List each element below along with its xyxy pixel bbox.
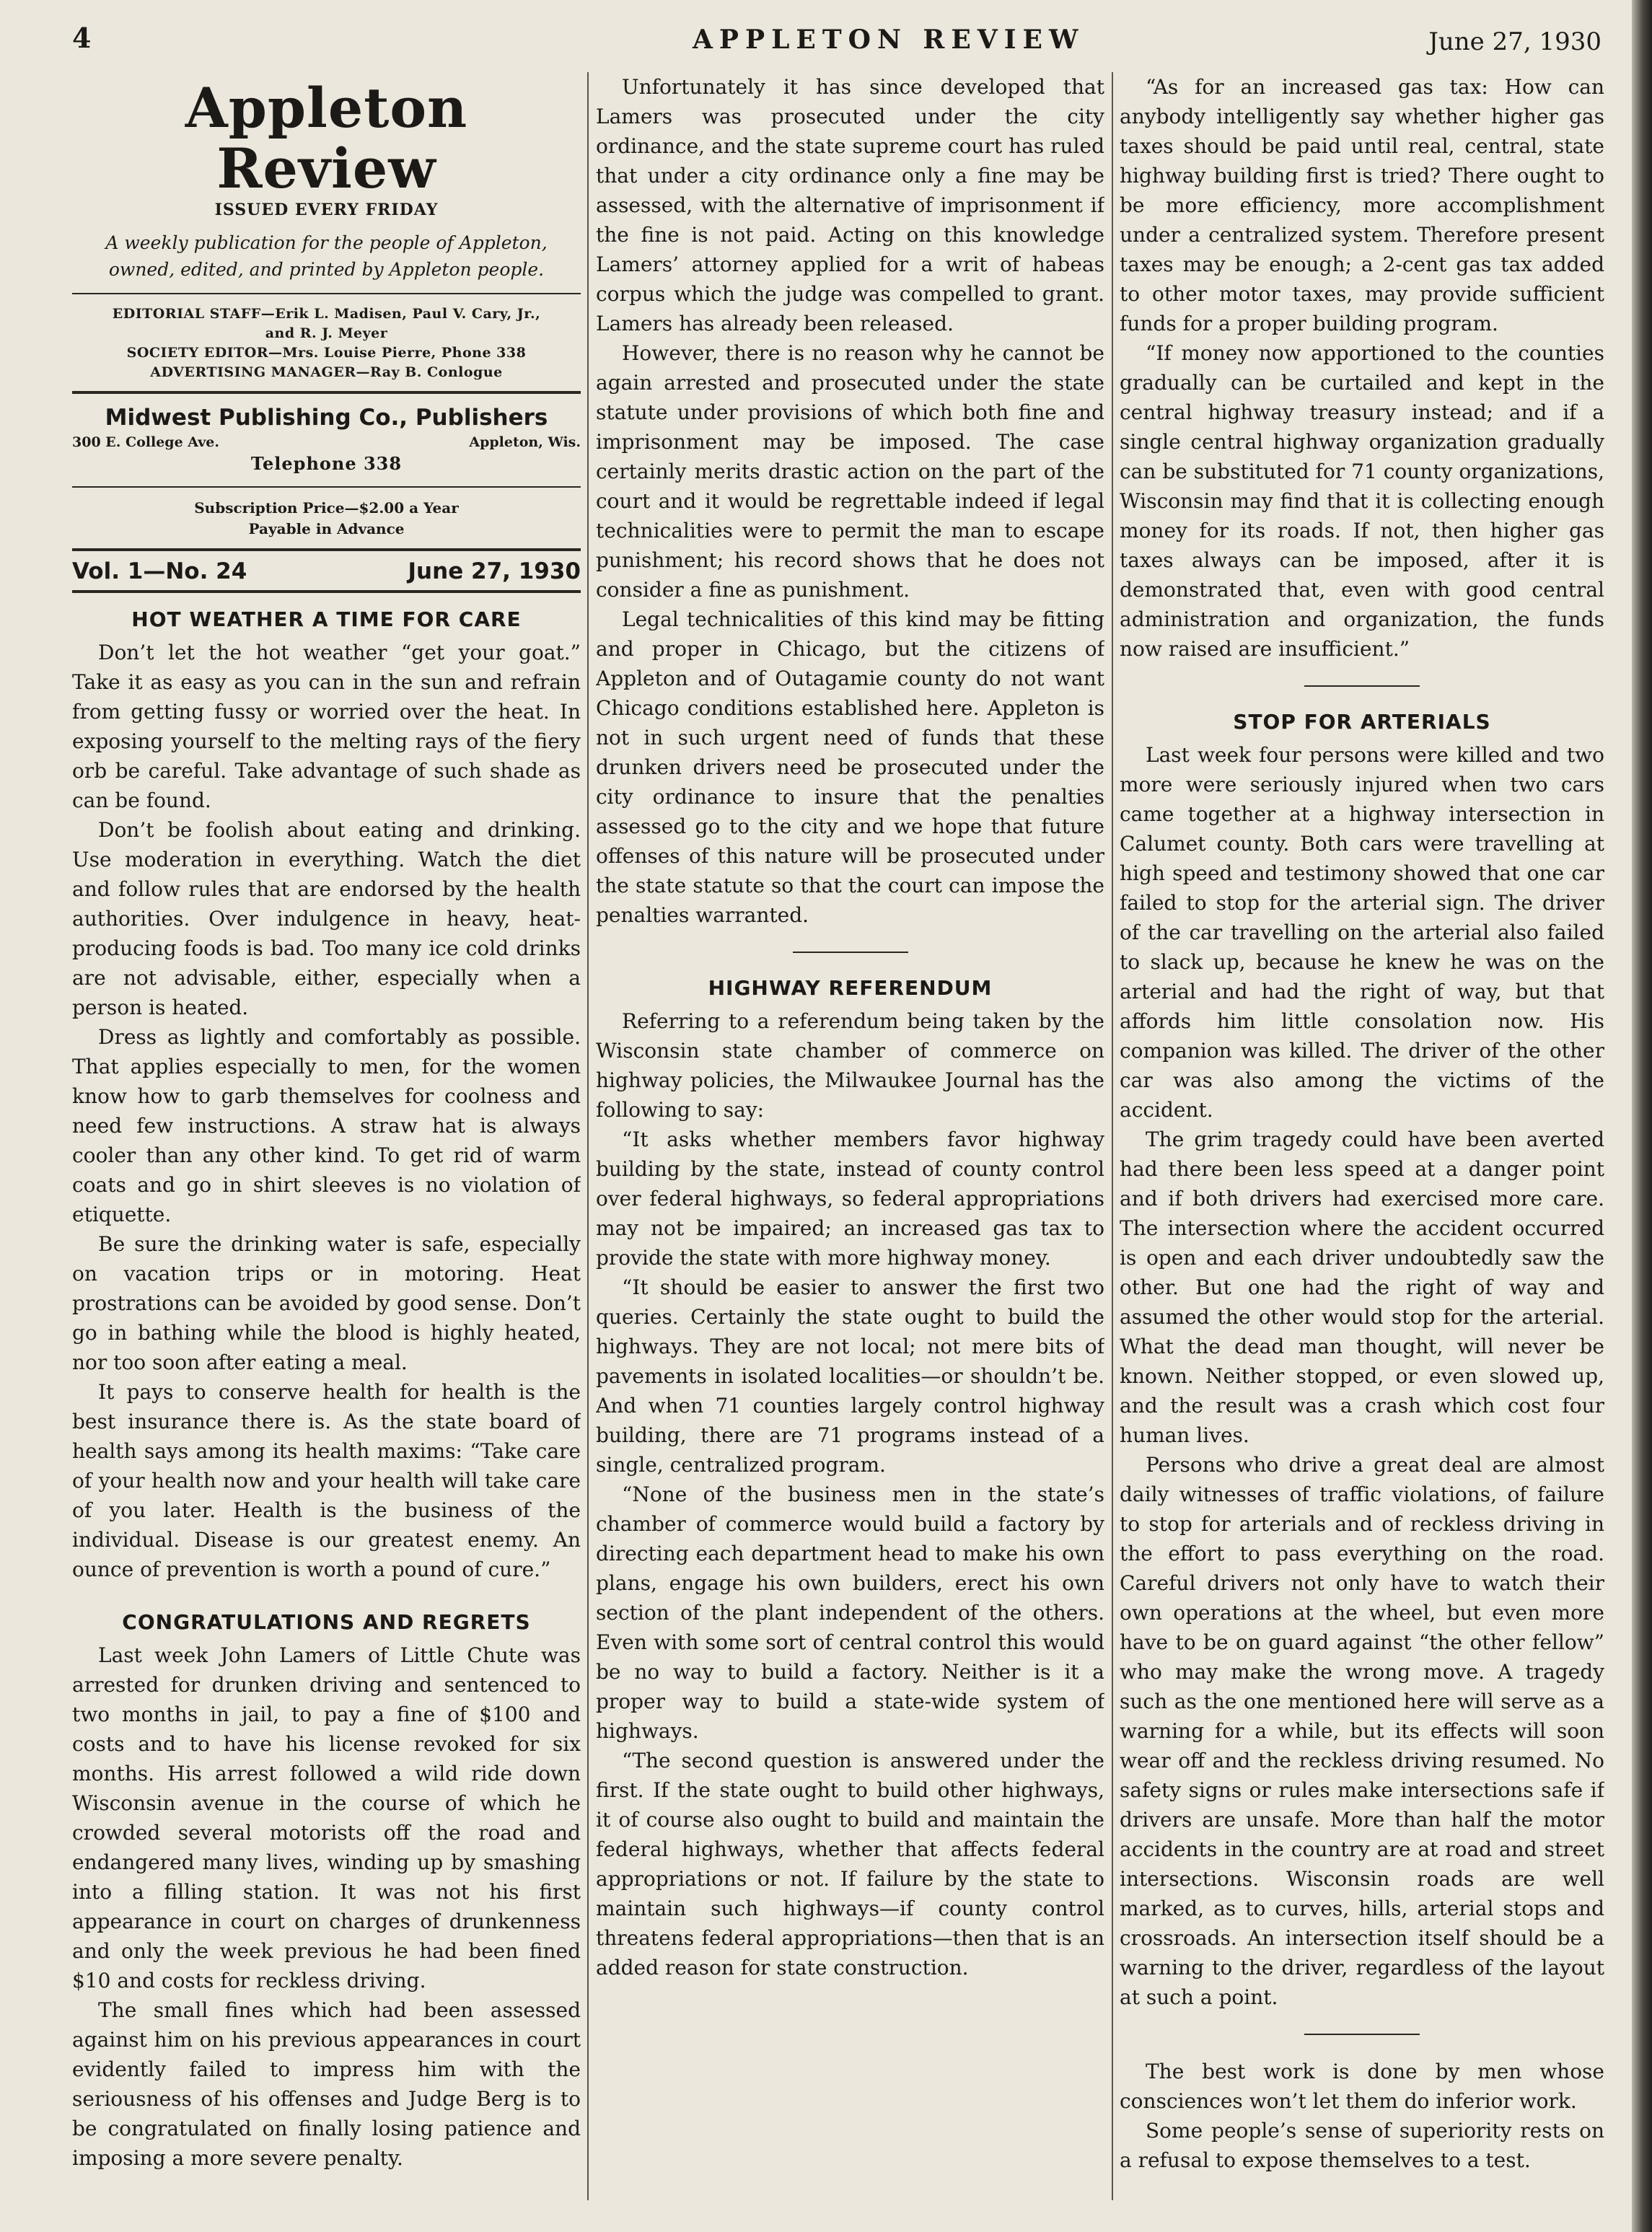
filler-items	[1120, 2057, 1604, 2175]
issued-every-friday: ISSUED EVERY FRIDAY	[214, 201, 439, 219]
paragraph: The grim tragedy could have been averted had there been less speed at a danger point and if both drivers had exercised more care. The intersection where the accident occurred is open and each driver undoubtedly saw the other. But one had the right of way and assumed the other would stop for the arterial. What the dead man thought, will never be known. Neither stopped, or even slowed up, and the result was a crash which cost four human lives.	[1120, 1128, 1604, 1447]
paragraph: Legal technicalities of this kind may be fitting and proper in Chicago, but the citizens of Appleton and of Outagamie county do not want Chicago conditions established here. Appleton is not in such urgent need of funds that these drunken drivers need be prosecuted under the city ordinance to insure that the penalties assessed go to the city and we hope that future offenses of this nature will be prosecuted under the state statute so that the court can impose the penalties warranted.	[596, 607, 1104, 927]
section-rule	[1304, 685, 1420, 687]
column-2	[596, 72, 1104, 2207]
column-rule-1	[587, 72, 589, 2200]
paragraph: The small fines which had been assessed against him on his previous appearances in court evidently failed to impress him with the seriousness of his offenses and Judge Berg is to be congratulated on finally losing patience and imposing a more severe penalty.	[72, 1998, 581, 2170]
article-heading: HOT WEATHER A TIME FOR CARE	[131, 607, 522, 631]
paragraph: Dress as lightly and comfortably as possible. That applies especially to men, for the women know how to garb themselves for coolness and need few instructions. A straw hat is always cooler than any other kind. To get rid of warm coats and go in shirt sleeves is no violation of etiquette.	[72, 1025, 581, 1226]
volume-number: Vol. 1—No. 24	[72, 558, 247, 584]
divider	[72, 486, 581, 488]
section-rule	[1304, 2034, 1420, 2035]
article-stop-for-arterials	[1120, 708, 1604, 2012]
page-edge-shadow	[1632, 0, 1652, 2232]
divider	[72, 391, 581, 394]
paragraph: The best work is done by men whose consciences won’t let them do inferior work.	[1120, 2060, 1604, 2113]
article-heading: CONGRATULATIONS AND REGRETS	[122, 1610, 531, 1634]
paragraph: “The second question is answered under the first. If the state ought to build other highways, it of course also ought to build and maintain the federal highways, whether that affects federal appropriations or not. If failure by the state to maintain such highways—if county control threatens federal appropriations—then that is an added reason for state construction.	[596, 1749, 1104, 1980]
section-rule	[793, 952, 908, 953]
paragraph: “None of the business men in the state’s chamber of commerce would build a factory by directing each department head to make his own plans, engage his own builders, erect his own section of the plant independent of the others. Even with some sort of central control this would be no way to build a factory. Neither is it a proper way to build a state-wide system of highways.	[596, 1482, 1104, 1743]
paragraph: Some people’s sense of superiority rests on a refusal to expose themselves to a test.	[1120, 2119, 1604, 2172]
divider	[72, 590, 581, 593]
paragraph: “It asks whether members favor highway building by the state, instead of county control over federal highways, so federal appropriations may not be impaired; an increased gas tax to provide the state with more highway money.	[596, 1128, 1104, 1270]
staff-line: ADVERTISING MANAGER—Ray B. Conlogue	[150, 364, 503, 380]
staff-line: EDITORIAL STAFF—Erik L. Madisen, Paul V. Cary, Jr.,	[112, 306, 541, 322]
article-heading: STOP FOR ARTERIALS	[1233, 710, 1491, 734]
article-heading: HIGHWAY REFERENDUM	[708, 976, 993, 1000]
running-head-date: June 27, 1930	[1428, 27, 1602, 56]
article-congratulations	[72, 1609, 581, 2173]
masthead	[72, 78, 581, 593]
paragraph: Don’t be foolish about eating and drinking. Use moderation in everything. Watch the diet and follow rules that are endorsed by the health authorities. Over indulgence in heavy, heat-producing foods is bad. Too many ice cold drinks are not advisable, either, especially when a person is heated.	[72, 818, 581, 1019]
street-address: 300 E. College Ave.	[72, 434, 220, 450]
divider	[72, 548, 581, 551]
paragraph: Last week John Lamers of Little Chute was arrested for drunken driving and sentenced to two months in jail, to pay a fine of $100 and costs and to have his license revoked for six months. His arrest followed a wild ride down Wisconsin avenue in the course of which he crowded several motorists off the road and endangered many lives, winding up by smashing into a filling station. It was not his first appearance in court on charges of drunkenness and only the week previous he had been fined $10 and costs for reckless driving.	[72, 1643, 581, 1992]
paragraph: Don’t let the hot weather “get your goat.” Take it as easy as you can in the sun and refrain from getting fussy or worried over the heat. In exposing yourself to the melting rays of the fiery orb be careful. Take advantage of such shade as can be found.	[72, 641, 581, 812]
column-3	[1120, 72, 1604, 2207]
article-highway-referendum	[596, 975, 1104, 1982]
paragraph: “It should be easier to answer the first two queries. Certainly the state ought to build the highways. They are not local; not mere bits of pavements in isolated localities—or shouldn’t be. And when 71 counties largely control highway building, there are 71 programs instead of a single, centralized program.	[596, 1275, 1104, 1477]
page-number: 4	[72, 22, 92, 54]
paragraph: Referring to a referendum being taken by the Wisconsin state chamber of commerce on highway policies, the Milwaukee Journal has the following to say:	[596, 1009, 1104, 1122]
column-1	[72, 72, 581, 2207]
volume-line	[72, 555, 581, 587]
paragraph: Be sure the drinking water is safe, especially on vacation trips or in motoring. Heat prostrations can be avoided by good sense. Don’t go in bathing while the blood is highly heated, nor too soon after eating a meal.	[72, 1232, 581, 1374]
subscription-price: Subscription Price—$2.00 a Year	[194, 499, 459, 517]
paragraph: Persons who drive a great deal are almost daily witnesses of traffic violations, of failure to stop for arterials and of reckless driving in the effort to pass everything on the road. Careful drivers not only have to watch their own operations at the wheel, but even more have to be on guard against “the other fellow” who may make the wrong move. A tragedy such as the one mentioned here will serve as a warning for a while, but its effects will soon wear off and the reckless driving resumed. No safety signs or rules make intersections safe if drivers are unsafe. More than half the motor accidents in the country are at road and street intersections. Wisconsin roads are well marked, as to curves, hills, arterial stops and crossroads. An intersection itself should be a warning to the driver, regardless of the layout at such a point.	[1120, 1453, 1604, 2009]
paragraph: It pays to conserve health for health is the best insurance there is. As the state board of health says among its health maxims: “Take care of your health now and your health will take care of you later. Health is the business of the individual. Disease is our greatest enemy. An ounce of prevention is worth a pound of cure.”	[72, 1380, 581, 1581]
staff-line: SOCIETY EDITOR—Mrs. Louise Pierre, Phone 338	[126, 345, 527, 361]
payable-in-advance: Payable in Advance	[248, 520, 405, 537]
staff-line: and R. J. Meyer	[265, 325, 388, 341]
paragraph: Unfortunately it has since developed that Lamers was prosecuted under the city ordinance, and the state supreme court has ruled that under a city ordinance only a fine may be assessed, with the alternative of imprisonment if the fine is not paid. Acting on this knowledge Lamers’ attorney applied for a writ of habeas corpus which the judge was compelled to grant. Lamers has already been released.	[596, 75, 1104, 335]
telephone: Telephone 338	[250, 453, 403, 474]
paragraph: “As for an increased gas tax: How can anybody intelligently say whether higher gas taxes should be paid until real, central, state highway building first is tried? There ought to be more efficiency, more accomplishment under a centralized system. Therefore present taxes may be enough; a 2-cent gas tax added to other motor taxes, may provide sufficient funds for a proper building program.	[1120, 75, 1604, 335]
publisher-address	[72, 433, 581, 452]
masthead-tagline: A weekly publication for the people of Appleton, owned, edited, and printed by Appleton people.	[105, 232, 548, 280]
masthead-title: Appleton Review	[185, 76, 468, 201]
city: Appleton, Wis.	[469, 434, 581, 450]
article-hot-weather	[72, 606, 581, 1584]
paragraph: However, there is no reason why he cannot be again arrested and prosecuted under the state statute under provisions of which both fine and imprisonment may be imposed. The case certainly merits drastic action on the part of the court and it would be regrettable indeed if legal technicalities were to permit the man to escape punishment; his record shows that he does not consider a fine as punishment.	[596, 341, 1104, 602]
column-rule-2	[1112, 72, 1113, 2200]
paragraph: Last week four persons were killed and two more were seriously injured when two cars came together at a highway intersection in Calumet county. Both cars were travelling at high speed and testimony showed that one car failed to stop for the arterial sign. The driver of the car travelling on the arterial also failed to slack up, because he knew he was on the arterial and had the right of way, but that affords him little consolation now. His companion was killed. The driver of the other car was also among the victims of the accident.	[1120, 743, 1604, 1122]
paragraph: “If money now apportioned to the counties gradually can be curtailed and kept in the central highway treasury instead; and if a single central highway organization gradually can be substituted for 71 county organizations, Wisconsin may find that it is collecting enough money for its roads. If not, then higher gas taxes always can be imposed, after it is demonstrated that, even with good central administration and organization, the funds now raised are insufficient.”	[1120, 341, 1604, 661]
issue-date: June 27, 1930	[408, 558, 581, 584]
divider	[72, 293, 581, 294]
publisher-name: Midwest Publishing Co., Publishers	[105, 405, 548, 431]
running-head	[72, 22, 1602, 65]
running-head-title: APPLETON REVIEW	[693, 25, 1085, 55]
